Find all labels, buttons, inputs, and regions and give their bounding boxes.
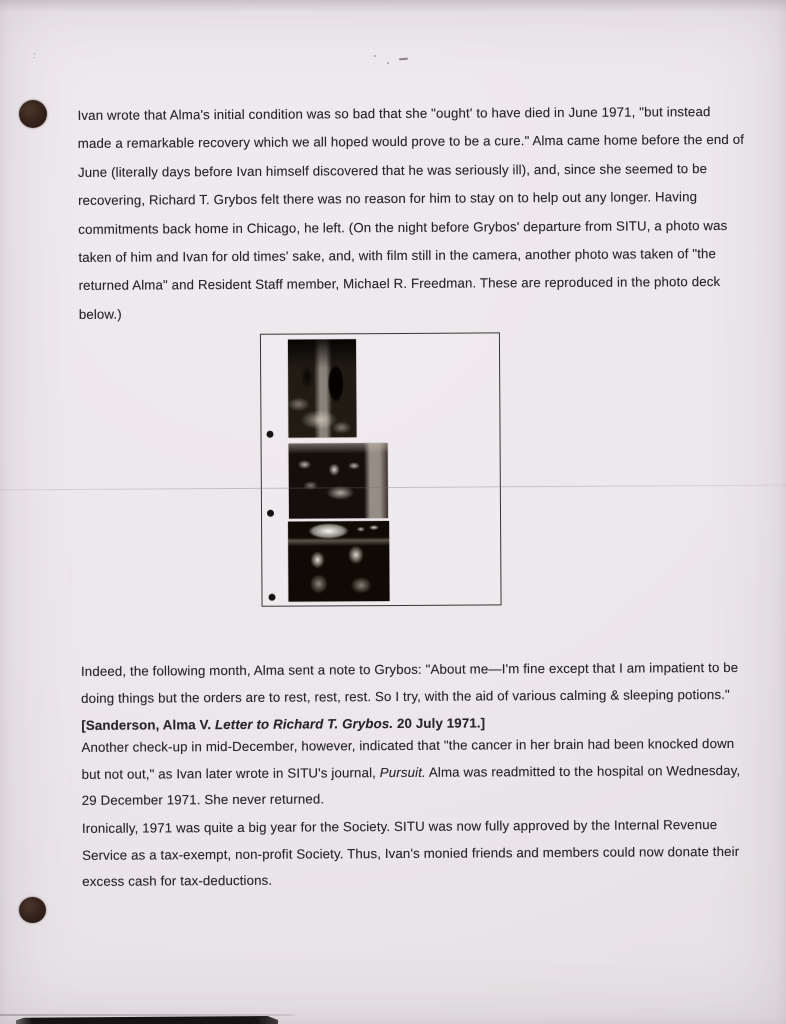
text-line: commitments back home in Chicago, he left. (On the night before Grybos' departure from SITU, a photo was bbox=[78, 217, 728, 237]
text-line: Indeed, the following month, Alma sent a note to Grybos: "About me—I'm fine except that I am impatient to be bbox=[80, 659, 739, 679]
album-hole-dot-1 bbox=[267, 431, 274, 438]
photo-outdoor-two-figures bbox=[288, 339, 357, 437]
paragraph-4 bbox=[81, 812, 740, 896]
photo-indoor-two-people bbox=[288, 521, 389, 602]
text-line: Ironically, 1971 was quite a big year for the Society. SITU was now fully approved by the Internal Revenue bbox=[81, 817, 718, 836]
text-line: below.) bbox=[78, 306, 122, 322]
text-line: recovering, Richard T. Grybos felt there was no reason for him to stay on to help out any longer. Having bbox=[78, 189, 698, 209]
citation-suffix: 20 July 1971.] bbox=[393, 715, 486, 732]
text-line: taken of him and Ivan for old times' sake, and, with film still in the camera, another photo was taken of "the bbox=[78, 246, 717, 265]
citation-title: Letter to Richard T. Grybos. bbox=[214, 716, 394, 733]
citation-prefix: [Sanderson, Alma V. bbox=[81, 717, 216, 734]
text-line: Ivan wrote that Alma's initial condition was so bad that she "ought' to have died in June 1971, "but instead bbox=[77, 104, 711, 123]
text-line: Service as a tax-exempt, non-profit Society. Thus, Ivan's monied friends and members could now donate their bbox=[82, 843, 740, 863]
paragraph-2 bbox=[80, 654, 739, 740]
line2-pre: but not out," as Ivan later wrote in SITU's journal, bbox=[81, 764, 380, 782]
album-hole-dot-3 bbox=[268, 594, 275, 601]
text-line: excess cash for tax-deductions. bbox=[82, 872, 273, 890]
journal-title: Pursuit. bbox=[379, 764, 426, 780]
paragraph-1 bbox=[77, 98, 745, 329]
album-hole-dot-2 bbox=[267, 510, 274, 517]
text-line: returned Alma" and Resident Staff member, Michael R. Freedman. These are reproduced in the photo deck bbox=[78, 274, 721, 294]
photo-indoor-seated-person bbox=[289, 443, 388, 519]
text-line: 29 December 1971. She never returned. bbox=[81, 791, 325, 809]
text-line: Another check-up in mid-December, however, indicated that "the cancer in her brain had been knocked down bbox=[81, 735, 735, 755]
text-line: June (literally days before Ivan himself discovered that he was seriously ill), and, since she seemed to be bbox=[77, 160, 708, 180]
text-line: made a remarkable recovery which we all hoped would prove to be a cure." Alma came home before the end of bbox=[77, 132, 745, 152]
page-bottom-edge-line bbox=[0, 1014, 300, 1016]
paragraph-2-lines bbox=[80, 654, 739, 712]
text-line bbox=[81, 758, 741, 789]
stray-pencil-mark: : bbox=[32, 49, 37, 61]
line2-post: Alma was readmitted to the hospital on Wednesday, bbox=[425, 762, 741, 780]
text-line: doing things but the orders are to rest, rest, rest. So I try, with the aid of various calming & sleeping potions." bbox=[81, 687, 730, 707]
paragraph-3 bbox=[81, 731, 741, 815]
